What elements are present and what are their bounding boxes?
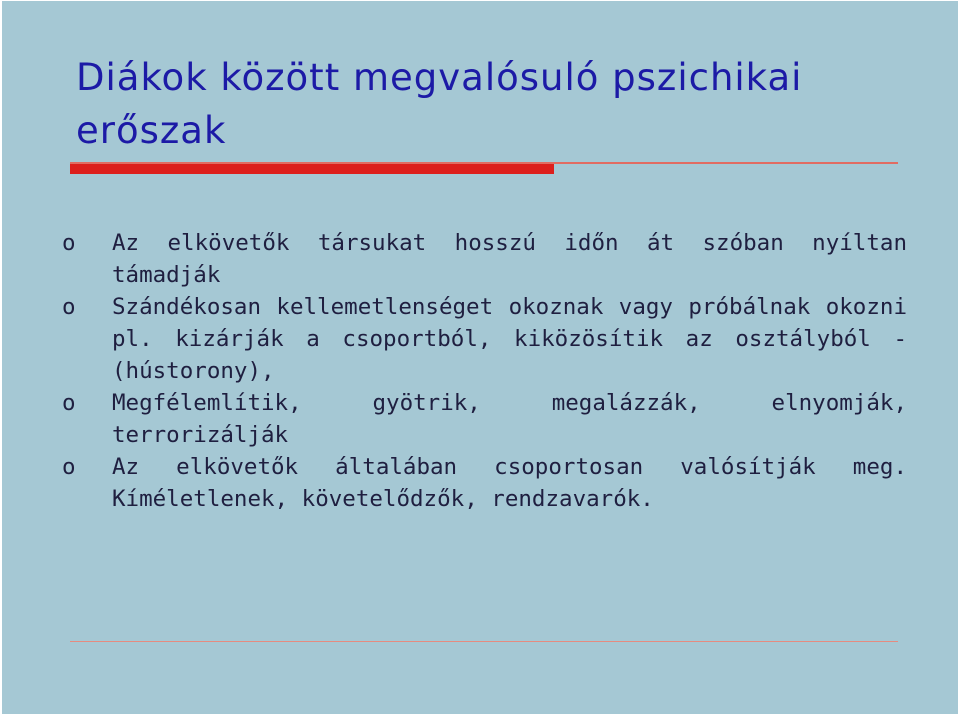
bullet-text: Az elkövetők társukat hosszú időn át szóban nyíltan támadják: [112, 230, 907, 288]
slide-title: Diákok között megvalósuló pszichikai erőszak: [76, 56, 803, 152]
bullet-item: [62, 227, 907, 291]
bullet-marker-icon: o: [62, 390, 76, 416]
bullet-marker-icon: o: [62, 294, 76, 320]
bullet-item: [62, 387, 907, 451]
bullet-text: Megfélemlítik, gyötrik, megalázzák, elnyomják, terrorizálják: [112, 390, 907, 448]
bullet-item: [62, 291, 907, 387]
footer-divider: [70, 641, 898, 642]
title-divider-thick: [70, 164, 554, 174]
slide: [2, 1, 958, 714]
bullet-item: [62, 451, 907, 515]
bullet-text: Szándékosan kellemetlenséget okoznak vagy próbálnak okozni pl. kizárják a csoportból, kiközösítik az osztályból - (hústorony),: [112, 294, 907, 384]
bullet-marker-icon: o: [62, 230, 76, 256]
bullet-list: [62, 227, 907, 515]
bullet-marker-icon: o: [62, 454, 76, 480]
bullet-text: Az elkövetők általában csoportosan valósítják meg. Kíméletlenek, követelődzők, rendzavarók.: [112, 454, 907, 512]
